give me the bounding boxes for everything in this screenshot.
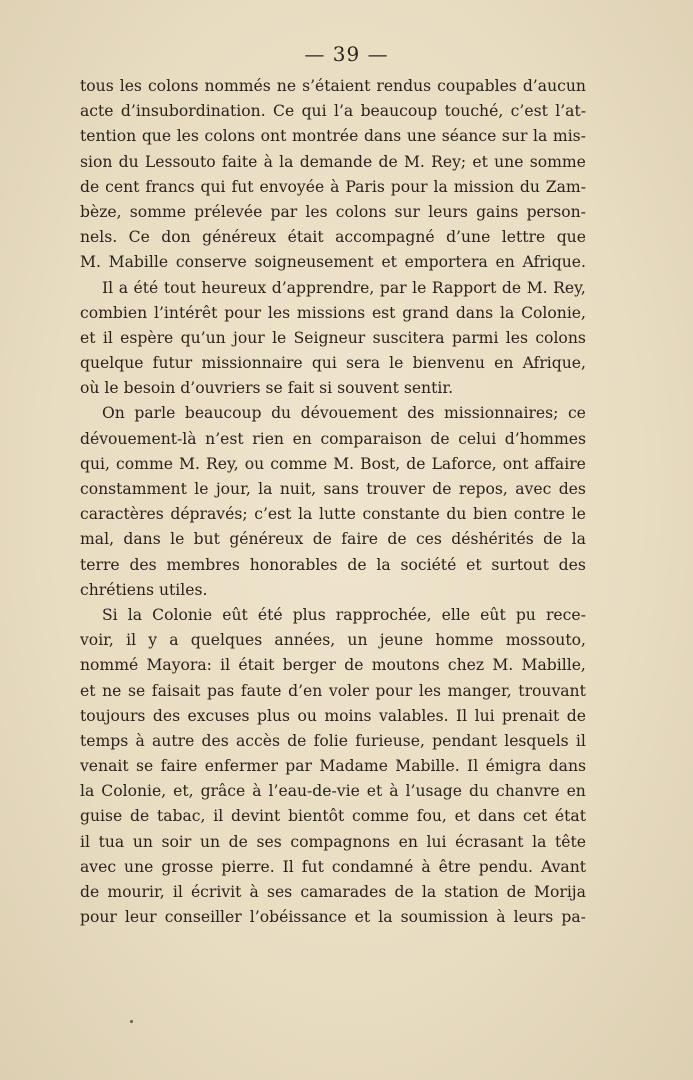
text-line: temps à autre des accès de folie furieuse, pendant lesquels il — [80, 731, 586, 750]
text-line: tous les colons nommés ne s’étaient rendus coupables d’aucun — [80, 77, 586, 95]
text-line: la Colonie, et, grâce à l’eau-de-vie et à l’usage du chanvre en — [80, 782, 586, 801]
text-line: venait se faire enfermer par Madame Mabille. Il émigra dans — [80, 757, 586, 776]
text-line: et il espère qu’un jour le Seigneur suscitera parmi les colons — [80, 328, 586, 347]
text-line: On parle beaucoup du dévouement des missionnaires; ce — [102, 404, 586, 423]
text-line: il tua un soir un de ses compagnons en lui écrasant la tête — [80, 832, 586, 851]
text-line: nommé Mayora: il était berger de moutons chez M. Mabille, — [80, 656, 586, 675]
text-line: chrétiens utiles. — [80, 580, 208, 599]
text-line: M. Mabille conserve soigneusement et emportera en Afrique. — [80, 253, 586, 272]
text-line: voir, il y a quelques années, un jeune homme mossouto, — [80, 631, 586, 650]
text-line: caractères dépravés; c’est la lutte constante du bien contre le — [80, 505, 586, 524]
text-line: tention que les colons ont montrée dans une séance sur la mis- — [80, 127, 586, 146]
text-line: Si la Colonie eût été plus rapprochée, elle eût pu rece- — [102, 605, 586, 624]
text-line: bèze, somme prélevée par les colons sur leurs gains person- — [80, 202, 586, 221]
text-line: qui, comme M. Rey, ou comme M. Bost, de Laforce, ont affaire — [80, 454, 586, 473]
text-line: pour leur conseiller l’obéissance et la soumission à leurs pa- — [80, 908, 586, 927]
page-number: — 39 — — [304, 42, 389, 66]
text-line: acte d’insubordination. Ce qui l’a beaucoup touché, c’est l’at- — [80, 102, 586, 121]
text-line: guise de tabac, il devint bientôt comme fou, et dans cet état — [80, 807, 586, 826]
text-line: terre des membres honorables de la société et surtout des — [80, 555, 586, 574]
text-line: dévouement-là n’est rien en comparaison de celui d’hommes — [80, 429, 586, 448]
text-line: constamment le jour, la nuit, sans trouver de repos, avec des — [80, 480, 586, 498]
text-line: sion du Lessouto faite à la demande de M. Rey; et une somme — [80, 152, 586, 171]
text-line: Il a été tout heureux d’apprendre, par le Rapport de M. Rey, — [102, 278, 586, 297]
text-line: toujours des excuses plus ou moins valables. Il lui prenait de — [80, 706, 586, 725]
paper-speck — [130, 1020, 133, 1023]
text-line: mal, dans le but généreux de faire de ces déshérités de la — [80, 530, 586, 549]
text-line: quelque futur missionnaire qui sera le bienvenu en Afrique, — [80, 354, 586, 373]
body-text — [80, 74, 586, 930]
text-line: où le besoin d’ouvriers se fait si souvent sentir. — [80, 379, 454, 398]
text-line: avec une grosse pierre. Il fut condamné à être pendu. Avant — [80, 857, 586, 876]
text-line: de mourir, il écrivit à ses camarades de la station de Morija — [80, 883, 586, 901]
text-line: et ne se faisait pas faute d’en voler pour les manger, trouvant — [80, 681, 586, 700]
text-line: combien l’intérêt pour les missions est grand dans la Colonie, — [80, 303, 586, 322]
text-line: de cent francs qui fut envoyée à Paris pour la mission du Zam- — [80, 177, 586, 196]
text-line: nels. Ce don généreux était accompagné d’une lettre que — [80, 228, 586, 247]
